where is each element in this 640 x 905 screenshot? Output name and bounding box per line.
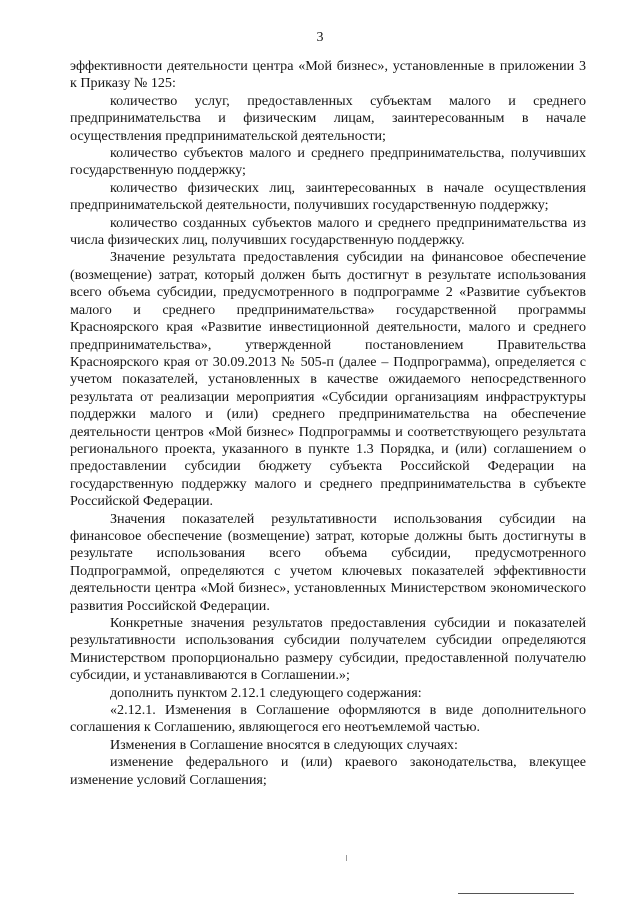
document-body	[70, 58, 586, 789]
paragraph: Значение результата предоставления субсидии на финансовое обеспечение (возмещение) затрат, который должен быть достигнут в результате использования всего объема субсидии, предусмотренного в подпрограмме 2 «Развитие субъектов малого и среднего предпринимательства» государственной программы Красноярского края «Развитие инвестиционной деятельности, малого и среднего предпринимательства», утвержденной постановлением Правительства Красноярского края от 30.09.2013 № 505-п (далее – Подпрограмма), определяется с учетом показателей, установленных в качестве ожидаемого непосредственного результата от реализации мероприятия «Субсидии организациям инфраструктуры поддержки малого и (или) среднего предпринимательства на обеспечение деятельности центров «Мой бизнес» Подпрограммы и соответствующего результата регионального проекта, указанного в пункте 1.3 Порядка, и (или) соглашением о предоставлении субсидии бюджету субъекта Российской Федерации на государственную поддержку малого и среднего предпринимательства в субъекте Российской Федерации.	[70, 249, 586, 510]
paragraph: «2.12.1. Изменения в Соглашение оформляются в виде дополнительного соглашения к Соглашению, являющегося его неотъемлемой частью.	[70, 702, 586, 736]
paragraph: количество физических лиц, заинтересованных в начале осуществления предпринимательской деятельности, получивших государственную поддержку;	[70, 179, 586, 214]
scan-artifact	[346, 855, 347, 861]
paragraph: дополнить пунктом 2.12.1 следующего содержания:	[110, 684, 422, 701]
paragraph: Конкретные значения результатов предоставления субсидии и показателей результативности использования субсидии получателем субсидии определяются Министерством пропорционально размеру субсидии, предоставленной получателю субсидии, и устанавливаются в Соглашении.»;	[70, 615, 586, 684]
paragraph: количество услуг, предоставленных субъектам малого и среднего предпринимательства и физическим лицам, заинтересованным в начале осуществления предпринимательской деятельности;	[70, 92, 586, 144]
paragraph: количество субъектов малого и среднего предпринимательства, получивших государственную поддержку;	[70, 145, 586, 179]
paragraph: изменение федерального и (или) краевого законодательства, влекущее изменение условий Соглашения;	[70, 754, 586, 788]
paragraph: Изменения в Соглашение вносятся в следующих случаях:	[110, 736, 458, 753]
paragraph: количество созданных субъектов малого и среднего предпринимательства из числа физических лиц, получивших государственную поддержку.	[70, 214, 586, 249]
footer-rule	[458, 893, 574, 894]
page-number: 3	[316, 30, 324, 45]
paragraph: Значения показателей результативности использования субсидии на финансовое обеспечение (возмещение) затрат, которые должны быть достигнуты в результате использования всего объема субсидии, предусмотренного Подпрограммой, определяются с учетом ключевых показателей эффективности деятельности центра «Мой бизнес», установленных Министерством экономического развития Российской Федерации.	[70, 510, 586, 614]
paragraph: эффективности деятельности центра «Мой бизнес», установленные в приложении 3 к Приказу № 125:	[70, 58, 586, 92]
